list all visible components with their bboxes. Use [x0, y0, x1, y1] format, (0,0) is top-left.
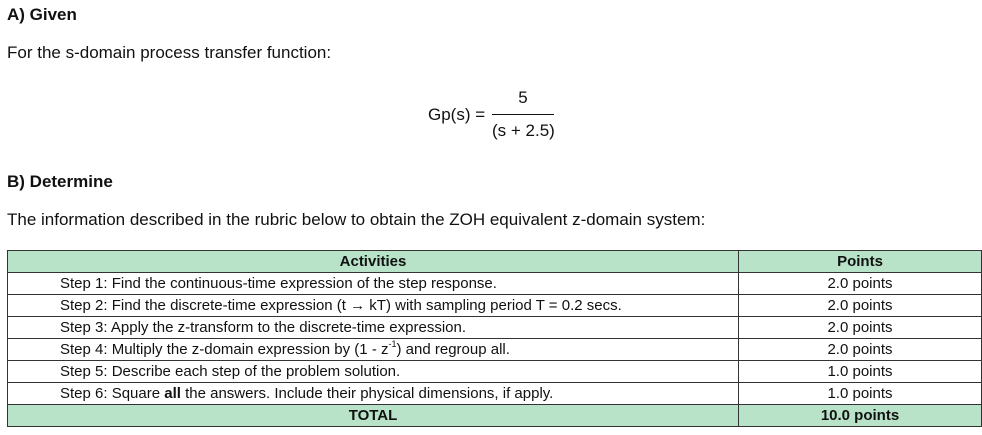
equation-numerator: 5: [518, 88, 528, 107]
points-header: Points: [739, 251, 982, 273]
activity-cell: Step 3: Apply the z-transform to the discrete-time expression.: [8, 317, 739, 339]
total-row: [8, 405, 982, 427]
points-cell: 2.0 points: [739, 317, 982, 339]
exponent: -1: [388, 339, 397, 349]
table-row: [8, 339, 982, 361]
activity-cell: Step 2: Find the discrete-time expression (t → kT) with sampling period T = 0.2 secs.: [8, 295, 739, 317]
points-cell: 2.0 points: [739, 339, 982, 361]
activity-cell: [8, 383, 739, 405]
total-points: 10.0 points: [739, 405, 982, 427]
points-cell: 2.0 points: [739, 273, 982, 295]
table-row: [8, 295, 982, 317]
activity-cell: [8, 339, 739, 361]
activity-text-pre: Step 6: Square: [60, 385, 165, 402]
activity-cell: Step 1: Find the continuous-time expression of the step response.: [8, 273, 739, 295]
table-row: [8, 361, 982, 383]
activities-header: Activities: [8, 251, 739, 273]
table-row: [8, 317, 982, 339]
section-a-heading: A) Given: [7, 5, 77, 24]
section-a-text: For the s-domain process transfer function:: [7, 43, 332, 62]
points-cell: 2.0 points: [739, 295, 982, 317]
total-label: TOTAL: [8, 405, 739, 427]
table-row: [8, 383, 982, 405]
rubric-header-row: [8, 251, 982, 273]
points-cell: 1.0 points: [739, 383, 982, 405]
activity-text-pre: Step 4: Multiply the z-domain expression by (1 - z: [60, 341, 389, 358]
activity-cell: Step 5: Describe each step of the problem solution.: [8, 361, 739, 383]
activity-text-post: the answers. Include their physical dimensions, if apply.: [180, 385, 554, 402]
fraction-bar: [492, 114, 554, 115]
activity-text-bold: all: [164, 385, 181, 402]
section-b-text: The information described in the rubric below to obtain the ZOH equivalent z-domain system:: [7, 210, 706, 229]
equation-denominator: (s + 2.5): [492, 121, 555, 140]
table-row: [8, 273, 982, 295]
equation-lhs: Gp(s) =: [428, 105, 486, 124]
section-b-heading: B) Determine: [7, 172, 113, 191]
rubric-table: [7, 250, 982, 427]
activity-text-post: ) and regroup all.: [396, 341, 510, 358]
points-cell: 1.0 points: [739, 361, 982, 383]
